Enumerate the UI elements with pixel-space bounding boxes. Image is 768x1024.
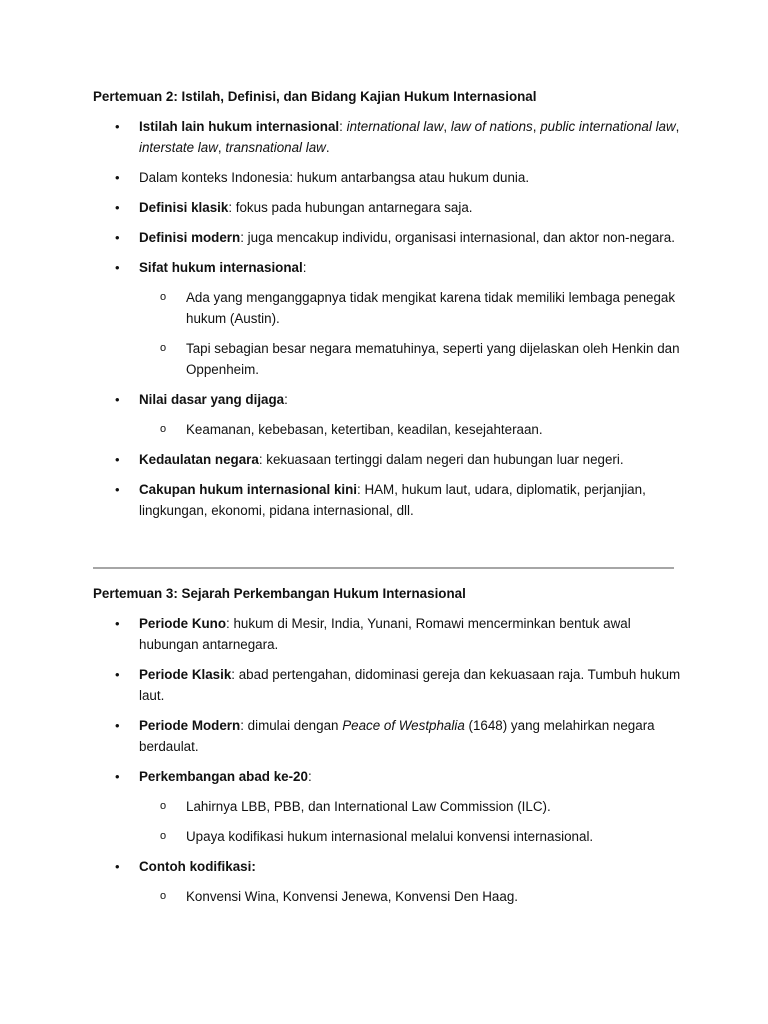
sub-list [139, 287, 683, 380]
item-emphasis: law of nations [450, 119, 533, 134]
sub-item-text: Konvensi Wina, Konvensi Jenewa, Konvensi Den Haag. [186, 889, 518, 904]
circle-bullet-icon: o [160, 800, 167, 812]
bullet-list [93, 116, 683, 521]
item-term: Periode Klasik [139, 667, 232, 682]
sub-list-item [139, 886, 683, 907]
item-text: : juga mencakup individu, organisasi internasional, dan aktor non-negara. [240, 230, 675, 245]
bullet-icon: • [115, 667, 120, 682]
bullet-icon: • [115, 260, 120, 275]
list-item [93, 715, 683, 757]
sub-list [139, 796, 683, 847]
item-text: . [325, 140, 330, 155]
item-text: : dimulai dengan [240, 718, 343, 733]
sub-list [139, 419, 683, 440]
item-term: Periode Modern [139, 718, 241, 733]
item-emphasis: public international law [540, 119, 676, 134]
circle-bullet-icon: o [160, 291, 167, 303]
bullet-icon: • [115, 718, 120, 733]
sub-list-item [139, 826, 683, 847]
item-text: : [339, 119, 347, 134]
item-text: : [307, 769, 312, 784]
item-text: Dalam konteks Indonesia: hukum antarbangsa atau hukum dunia. [139, 170, 530, 185]
item-text: (1648) yang melahirkan negara berdaulat. [139, 718, 655, 754]
item-term: Definisi modern [139, 230, 241, 245]
section-heading: Pertemuan 3: Sejarah Perkembangan Hukum Internasional [93, 586, 466, 601]
item-text: : HAM, hukum laut, udara, diplomatik, perjanjian, lingkungan, ekonomi, pidana internasional, dll. [139, 482, 646, 518]
list-item [93, 389, 683, 440]
circle-bullet-icon: o [160, 890, 167, 902]
list-item [93, 116, 683, 158]
sub-item-text: Upaya kodifikasi hukum internasional melalui konvensi internasional. [186, 829, 594, 844]
item-text: , [532, 119, 541, 134]
list-item [93, 766, 683, 847]
list-item [93, 197, 683, 218]
item-term: Periode Kuno [139, 616, 227, 631]
sub-list-item [139, 338, 683, 380]
item-text: : kekuasaan tertinggi dalam negeri dan hubungan luar negeri. [258, 452, 624, 467]
bullet-icon: • [115, 859, 120, 874]
bullet-icon: • [115, 769, 120, 784]
item-term: Istilah lain hukum internasional [139, 119, 340, 134]
bullet-list [93, 613, 683, 907]
circle-bullet-icon: o [160, 342, 167, 354]
sub-list-item [139, 419, 683, 440]
bullet-icon: • [115, 616, 120, 631]
list-item [93, 167, 683, 188]
item-term: Sifat hukum internasional [139, 260, 303, 275]
section-pertemuan-2 [93, 86, 683, 530]
section-heading: Pertemuan 2: Istilah, Definisi, dan Bidang Kajian Hukum Internasional [93, 89, 537, 104]
item-text: : fokus pada hubungan antarnegara saja. [228, 200, 473, 215]
section-pertemuan-3 [93, 583, 683, 916]
bullet-icon: • [115, 230, 120, 245]
sub-item-text: Ada yang menganggapnya tidak mengikat karena tidak memiliki lembaga penegak hukum (Austin). [186, 290, 676, 326]
bullet-icon: • [115, 392, 120, 407]
list-item [93, 856, 683, 907]
item-text: , [675, 119, 680, 134]
sub-list-item [139, 796, 683, 817]
sub-item-text: Lahirnya LBB, PBB, dan International Law Commission (ILC). [186, 799, 551, 814]
bullet-icon: • [115, 119, 120, 134]
item-text: : [302, 260, 307, 275]
sub-list [139, 886, 683, 907]
list-item [93, 257, 683, 380]
item-term: Definisi klasik [139, 200, 229, 215]
sub-item-text: Keamanan, kebebasan, ketertiban, keadilan, kesejahteraan. [186, 422, 543, 437]
list-item [93, 449, 683, 470]
bullet-icon: • [115, 482, 120, 497]
list-item [93, 664, 683, 706]
sub-list-item [139, 287, 683, 329]
item-emphasis: international law [346, 119, 444, 134]
item-term: Nilai dasar yang dijaga [139, 392, 285, 407]
list-item [93, 613, 683, 655]
circle-bullet-icon: o [160, 423, 167, 435]
item-emphasis: Peace of Westphalia [342, 718, 465, 733]
item-text: : hukum di Mesir, India, Yunani, Romawi mencerminkan bentuk awal hubungan antarnegara. [139, 616, 631, 652]
item-text: : [284, 392, 288, 407]
item-text: , [443, 119, 451, 134]
bullet-icon: • [115, 170, 120, 185]
list-item [93, 479, 683, 521]
item-emphasis: transnational law [225, 140, 326, 155]
item-text: : abad pertengahan, didominasi gereja dan kekuasaan raja. Tumbuh hukum laut. [139, 667, 681, 703]
horizontal-divider [93, 567, 674, 569]
sub-item-text: Tapi sebagian besar negara mematuhinya, seperti yang dijelaskan oleh Henkin dan Oppenheim. [186, 341, 680, 377]
bullet-icon: • [115, 452, 120, 467]
item-emphasis: interstate law [139, 140, 218, 155]
item-term: Contoh kodifikasi: [139, 859, 256, 874]
circle-bullet-icon: o [160, 830, 167, 842]
item-term: Cakupan hukum internasional kini [139, 482, 358, 497]
list-item [93, 227, 683, 248]
item-text: , [217, 140, 226, 155]
bullet-icon: • [115, 200, 120, 215]
item-term: Kedaulatan negara [139, 452, 259, 467]
item-term: Perkembangan abad ke-20 [139, 769, 308, 784]
